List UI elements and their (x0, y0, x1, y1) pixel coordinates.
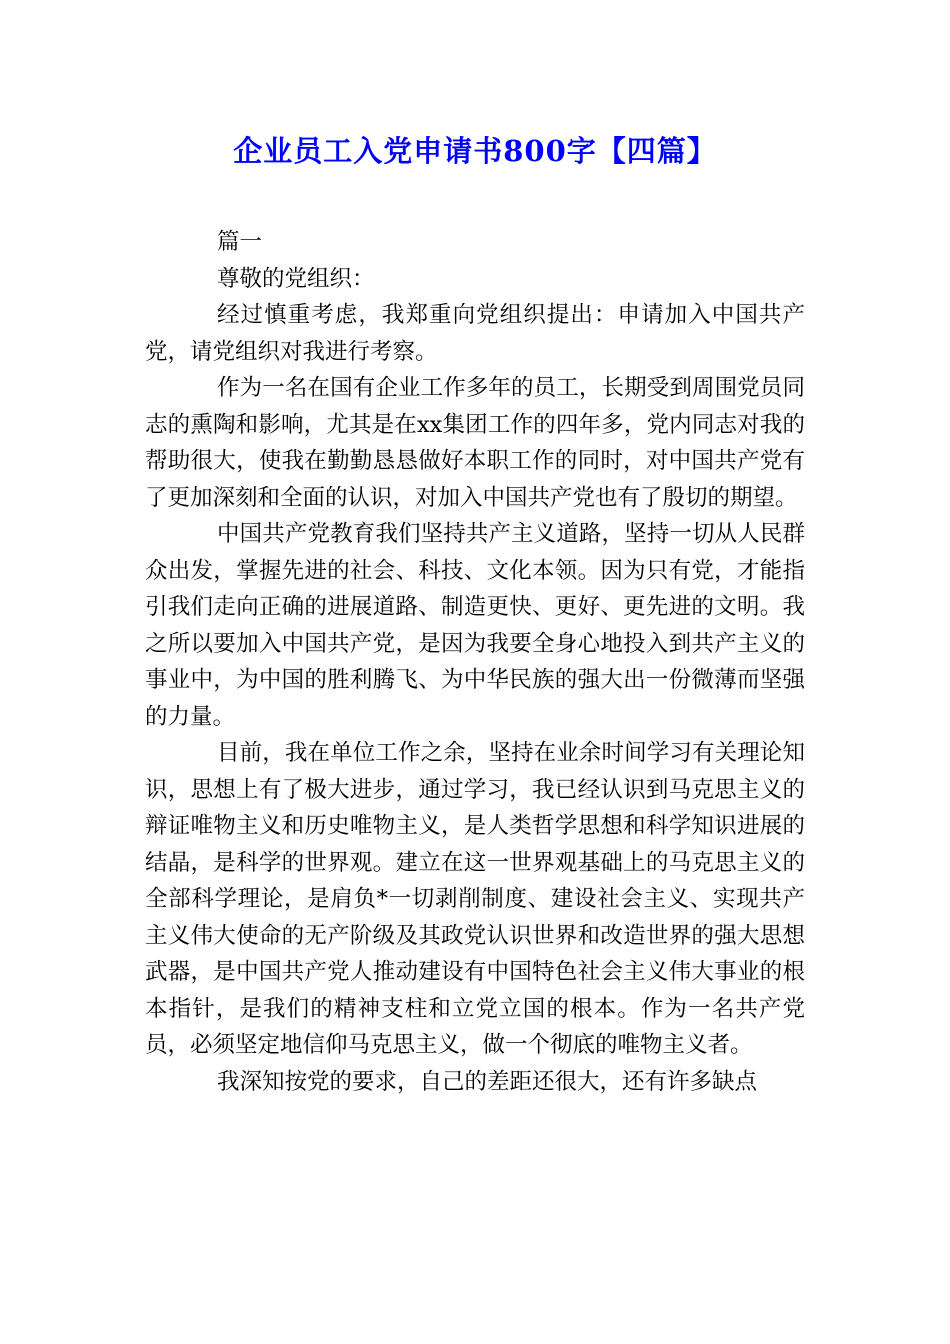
paragraph: 中国共产党教育我们坚持共产主义道路，坚持一切从人民群众出发，掌握先进的社会、科技、文化本领。因为只有党，才能指引我们走向正确的进展道路、制造更快、更好、更先进的文明。我之所以要加入中国共产党，是因为我要全身心地投入到共产主义的事业中，为中国的胜利腾飞、为中华民族的强大出一份微薄而坚强的力量。 (145, 521, 805, 730)
salutation: 尊敬的党组织： (217, 265, 375, 292)
document-body (145, 224, 805, 1100)
paragraph: 作为一名在国有企业工作多年的员工，长期受到周围党员同志的熏陶和影响，尤其是在xx集团工作的四年多，党内同志对我的帮助很大，使我在勤勤恳恳做好本职工作的同时，对中国共产党有了更加深刻和全面的认识，对加入中国共产党也有了殷切的期望。 (145, 375, 805, 511)
paragraph: 经过慎重考虑，我郑重向党组织提出：申请加入中国共产党，请党组织对我进行考察。 (145, 302, 805, 365)
paragraph: 我深知按党的要求，自己的差距还很大，还有许多缺点 (217, 1068, 758, 1095)
section-heading: 篇一 (217, 229, 263, 255)
paragraph: 目前，我在单位工作之余，坚持在业余时间学习有关理论知识，思想上有了极大进步，通过学习，我已经认识到马克思主义的辩证唯物主义和历史唯物主义，是人类哲学思想和科学知识进展的结晶，是科学的世界观。建立在这一世界观基础上的马克思主义的全部科学理论，是肩负*一切剥削制度、建设社会主义、实现共产主义伟大使命的无产阶级及其政党认识世界和改造世界的强大思想武器，是中国共产党人推动建设有中国特色社会主义伟大事业的根本指针，是我们的精神支柱和立党立国的根本。作为一名共产党员，必须坚定地信仰马克思主义，做一个彻底的唯物主义者。 (145, 740, 805, 1058)
document-title: 企业员工入党申请书800字【四篇】 (233, 134, 717, 168)
